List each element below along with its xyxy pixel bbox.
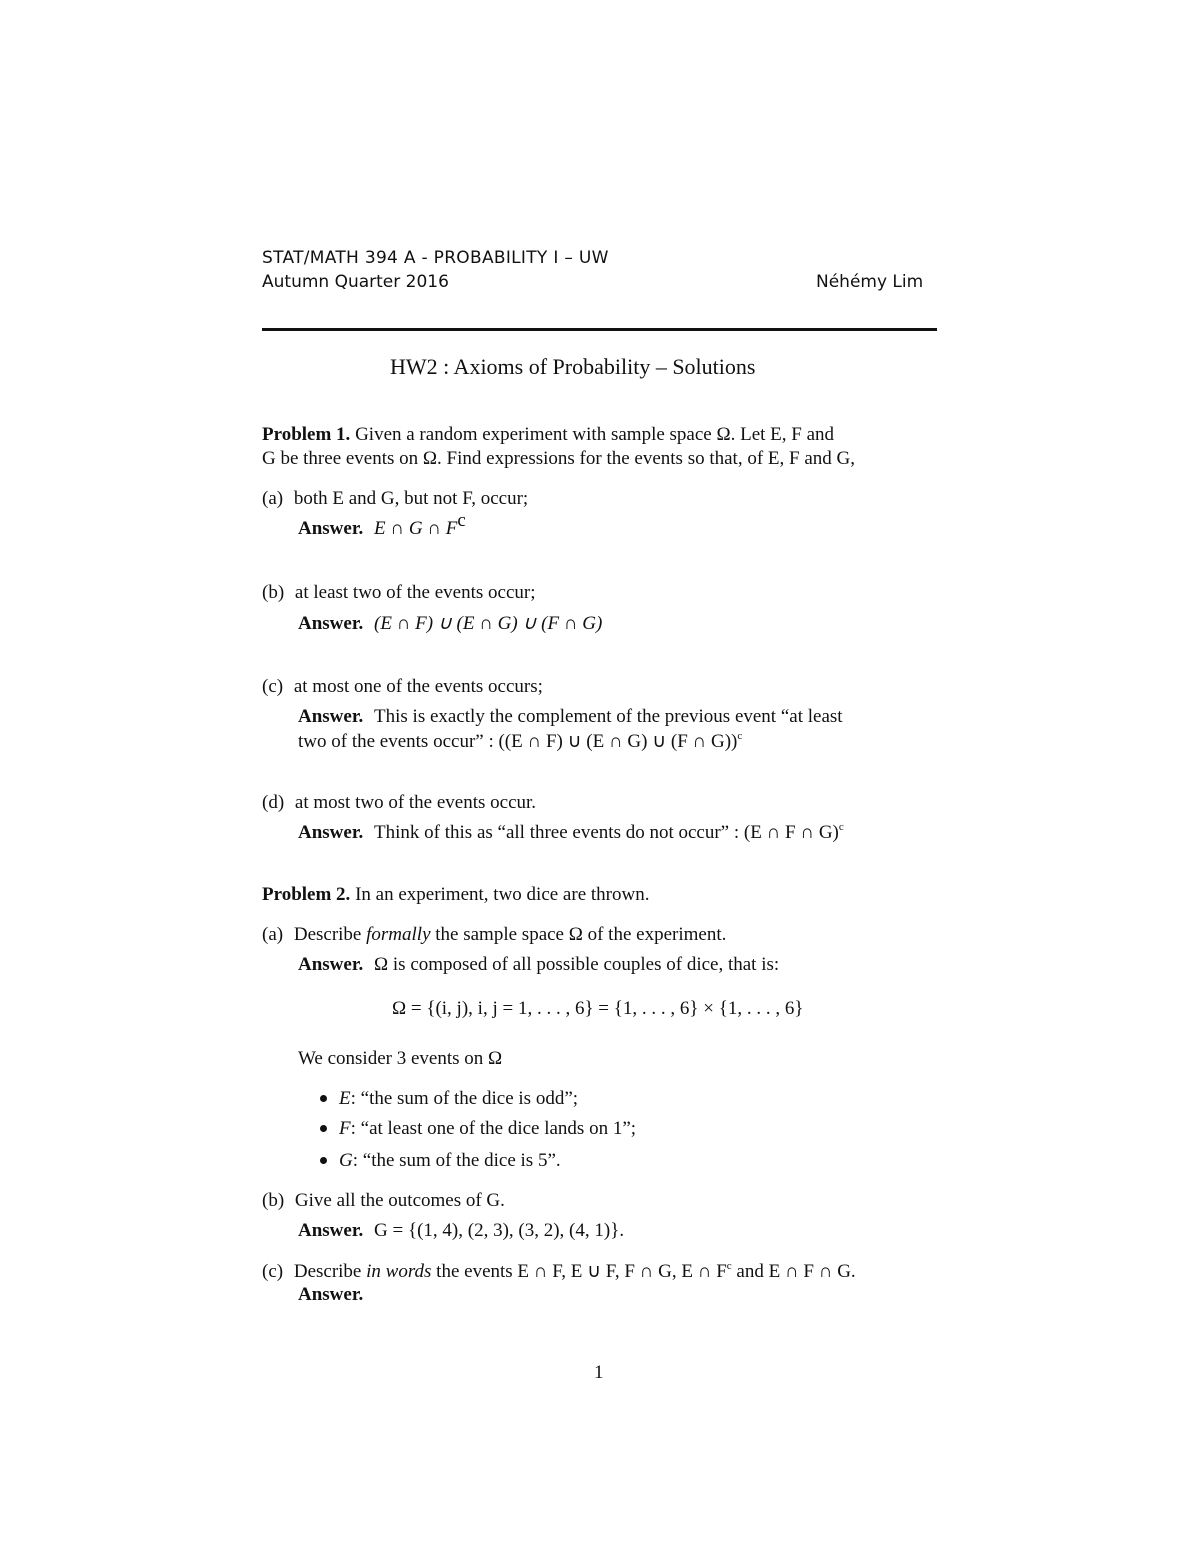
part-tag: (c) xyxy=(262,676,284,697)
part-text-post: the events E ∩ F, E ∪ F, F ∩ G, E ∩ F xyxy=(431,1261,727,1282)
part-text-end: and E ∩ F ∩ G. xyxy=(731,1261,856,1282)
problem-2-intro-text: In an experiment, two dice are thrown. xyxy=(355,884,650,905)
problem-1-label: Problem 1. xyxy=(262,424,351,445)
part-text: both E and G, but not F, occur; xyxy=(293,488,529,509)
answer-sup: c xyxy=(457,510,466,531)
event-name: G xyxy=(339,1150,353,1171)
part-text-em: formally xyxy=(366,924,431,945)
event-desc: : “at least one of the dice lands on 1”; xyxy=(350,1118,637,1139)
problem-1d-answer xyxy=(298,822,844,844)
part-tag: (c) xyxy=(262,1261,284,1282)
part-text: at least two of the events occur; xyxy=(294,582,536,603)
part-text-pre: Describe xyxy=(293,1261,367,1282)
problem-1b-answer xyxy=(298,612,602,635)
part-tag: (a) xyxy=(262,488,284,509)
part-text-em: in words xyxy=(366,1261,432,1282)
part-tag: (d) xyxy=(262,792,285,813)
answer-sup: c xyxy=(737,730,743,742)
author-name: Néhémy Lim xyxy=(816,272,924,292)
bullet-icon xyxy=(320,1125,327,1132)
answer-text: Think of this as “all three events do not occur” : (E ∩ F ∩ G) xyxy=(374,822,839,843)
problem-1-intro-line1: Given a random experiment with sample space Ω. Let E, F and xyxy=(355,424,835,445)
part-tag: (b) xyxy=(262,1190,285,1211)
problem-1c-answer xyxy=(298,706,843,728)
problem-2a xyxy=(262,924,726,946)
document-title: HW2 : Axioms of Probability – Solutions xyxy=(390,354,756,379)
part-text-post: the sample space Ω of the experiment. xyxy=(430,924,727,945)
problem-2c-answer xyxy=(298,1284,363,1306)
answer-label: Answer. xyxy=(298,954,364,975)
part-text-pre: Describe xyxy=(293,924,367,945)
answer-expression: E ∩ G ∩ F xyxy=(374,518,458,539)
answer-label: Answer. xyxy=(298,822,364,843)
sample-space-equation: Ω = {(i, j), i, j = 1, . . . , 6} = {1, . . . , 6} × {1, . . . , 6} xyxy=(392,998,804,1019)
answer-line2: two of the events occur” : ((E ∩ F) ∪ (E ∩ G) ∪ (F ∩ G)) xyxy=(298,731,738,752)
problem-1a xyxy=(262,488,528,510)
event-desc: : “the sum of the dice is odd”; xyxy=(350,1088,579,1109)
problem-1b xyxy=(262,582,536,604)
problem-1-intro-line2: G be three events on Ω. Find expressions for the events so that, of E, F and G, xyxy=(262,448,855,469)
part-text: at most two of the events occur. xyxy=(294,792,537,813)
bullet-icon xyxy=(320,1157,327,1164)
answer-label: Answer. xyxy=(298,1284,364,1305)
event-name: E xyxy=(339,1088,351,1109)
answer-line1: This is exactly the complement of the previous event “at least xyxy=(374,706,843,727)
bullet-icon xyxy=(320,1095,327,1102)
problem-2a-answer xyxy=(298,954,779,976)
problem-1c-answer-line2 xyxy=(298,730,742,753)
problem-2b xyxy=(262,1190,505,1212)
answer-label: Answer. xyxy=(298,706,364,727)
problem-2c xyxy=(262,1260,856,1283)
part-text: Give all the outcomes of G. xyxy=(294,1190,505,1211)
header-rule xyxy=(262,328,937,331)
event-item xyxy=(320,1118,636,1140)
course-title: STAT/MATH 394 A - PROBABILITY I – UW xyxy=(262,248,609,268)
event-item xyxy=(320,1150,561,1172)
problem-1a-answer xyxy=(298,510,466,540)
answer-text: Ω is composed of all possible couples of dice, that is: xyxy=(374,954,780,975)
term-label: Autumn Quarter 2016 xyxy=(262,272,449,292)
part-text-sup: c xyxy=(726,1260,732,1272)
answer-label: Answer. xyxy=(298,1220,364,1241)
problem-1c xyxy=(262,676,543,698)
answer-expression: (E ∩ F) ∪ (E ∩ G) ∪ (F ∩ G) xyxy=(374,613,603,634)
page-number: 1 xyxy=(594,1362,604,1383)
problem-1d xyxy=(262,792,536,814)
part-tag: (b) xyxy=(262,582,285,603)
problem-1-intro xyxy=(262,424,834,446)
problem-2-intro xyxy=(262,884,649,906)
part-tag: (a) xyxy=(262,924,284,945)
event-item xyxy=(320,1088,578,1110)
problem-2b-answer xyxy=(298,1220,624,1242)
answer-label: Answer. xyxy=(298,518,364,539)
event-desc: : “the sum of the dice is 5”. xyxy=(352,1150,561,1171)
answer-label: Answer. xyxy=(298,613,364,634)
answer-text: G = {(1, 4), (2, 3), (3, 2), (4, 1)}. xyxy=(374,1220,625,1241)
answer-sup: c xyxy=(838,821,844,833)
part-text: at most one of the events occurs; xyxy=(293,676,543,697)
event-name: F xyxy=(339,1118,351,1139)
problem-2-label: Problem 2. xyxy=(262,884,351,905)
events-intro: We consider 3 events on Ω xyxy=(298,1048,503,1069)
